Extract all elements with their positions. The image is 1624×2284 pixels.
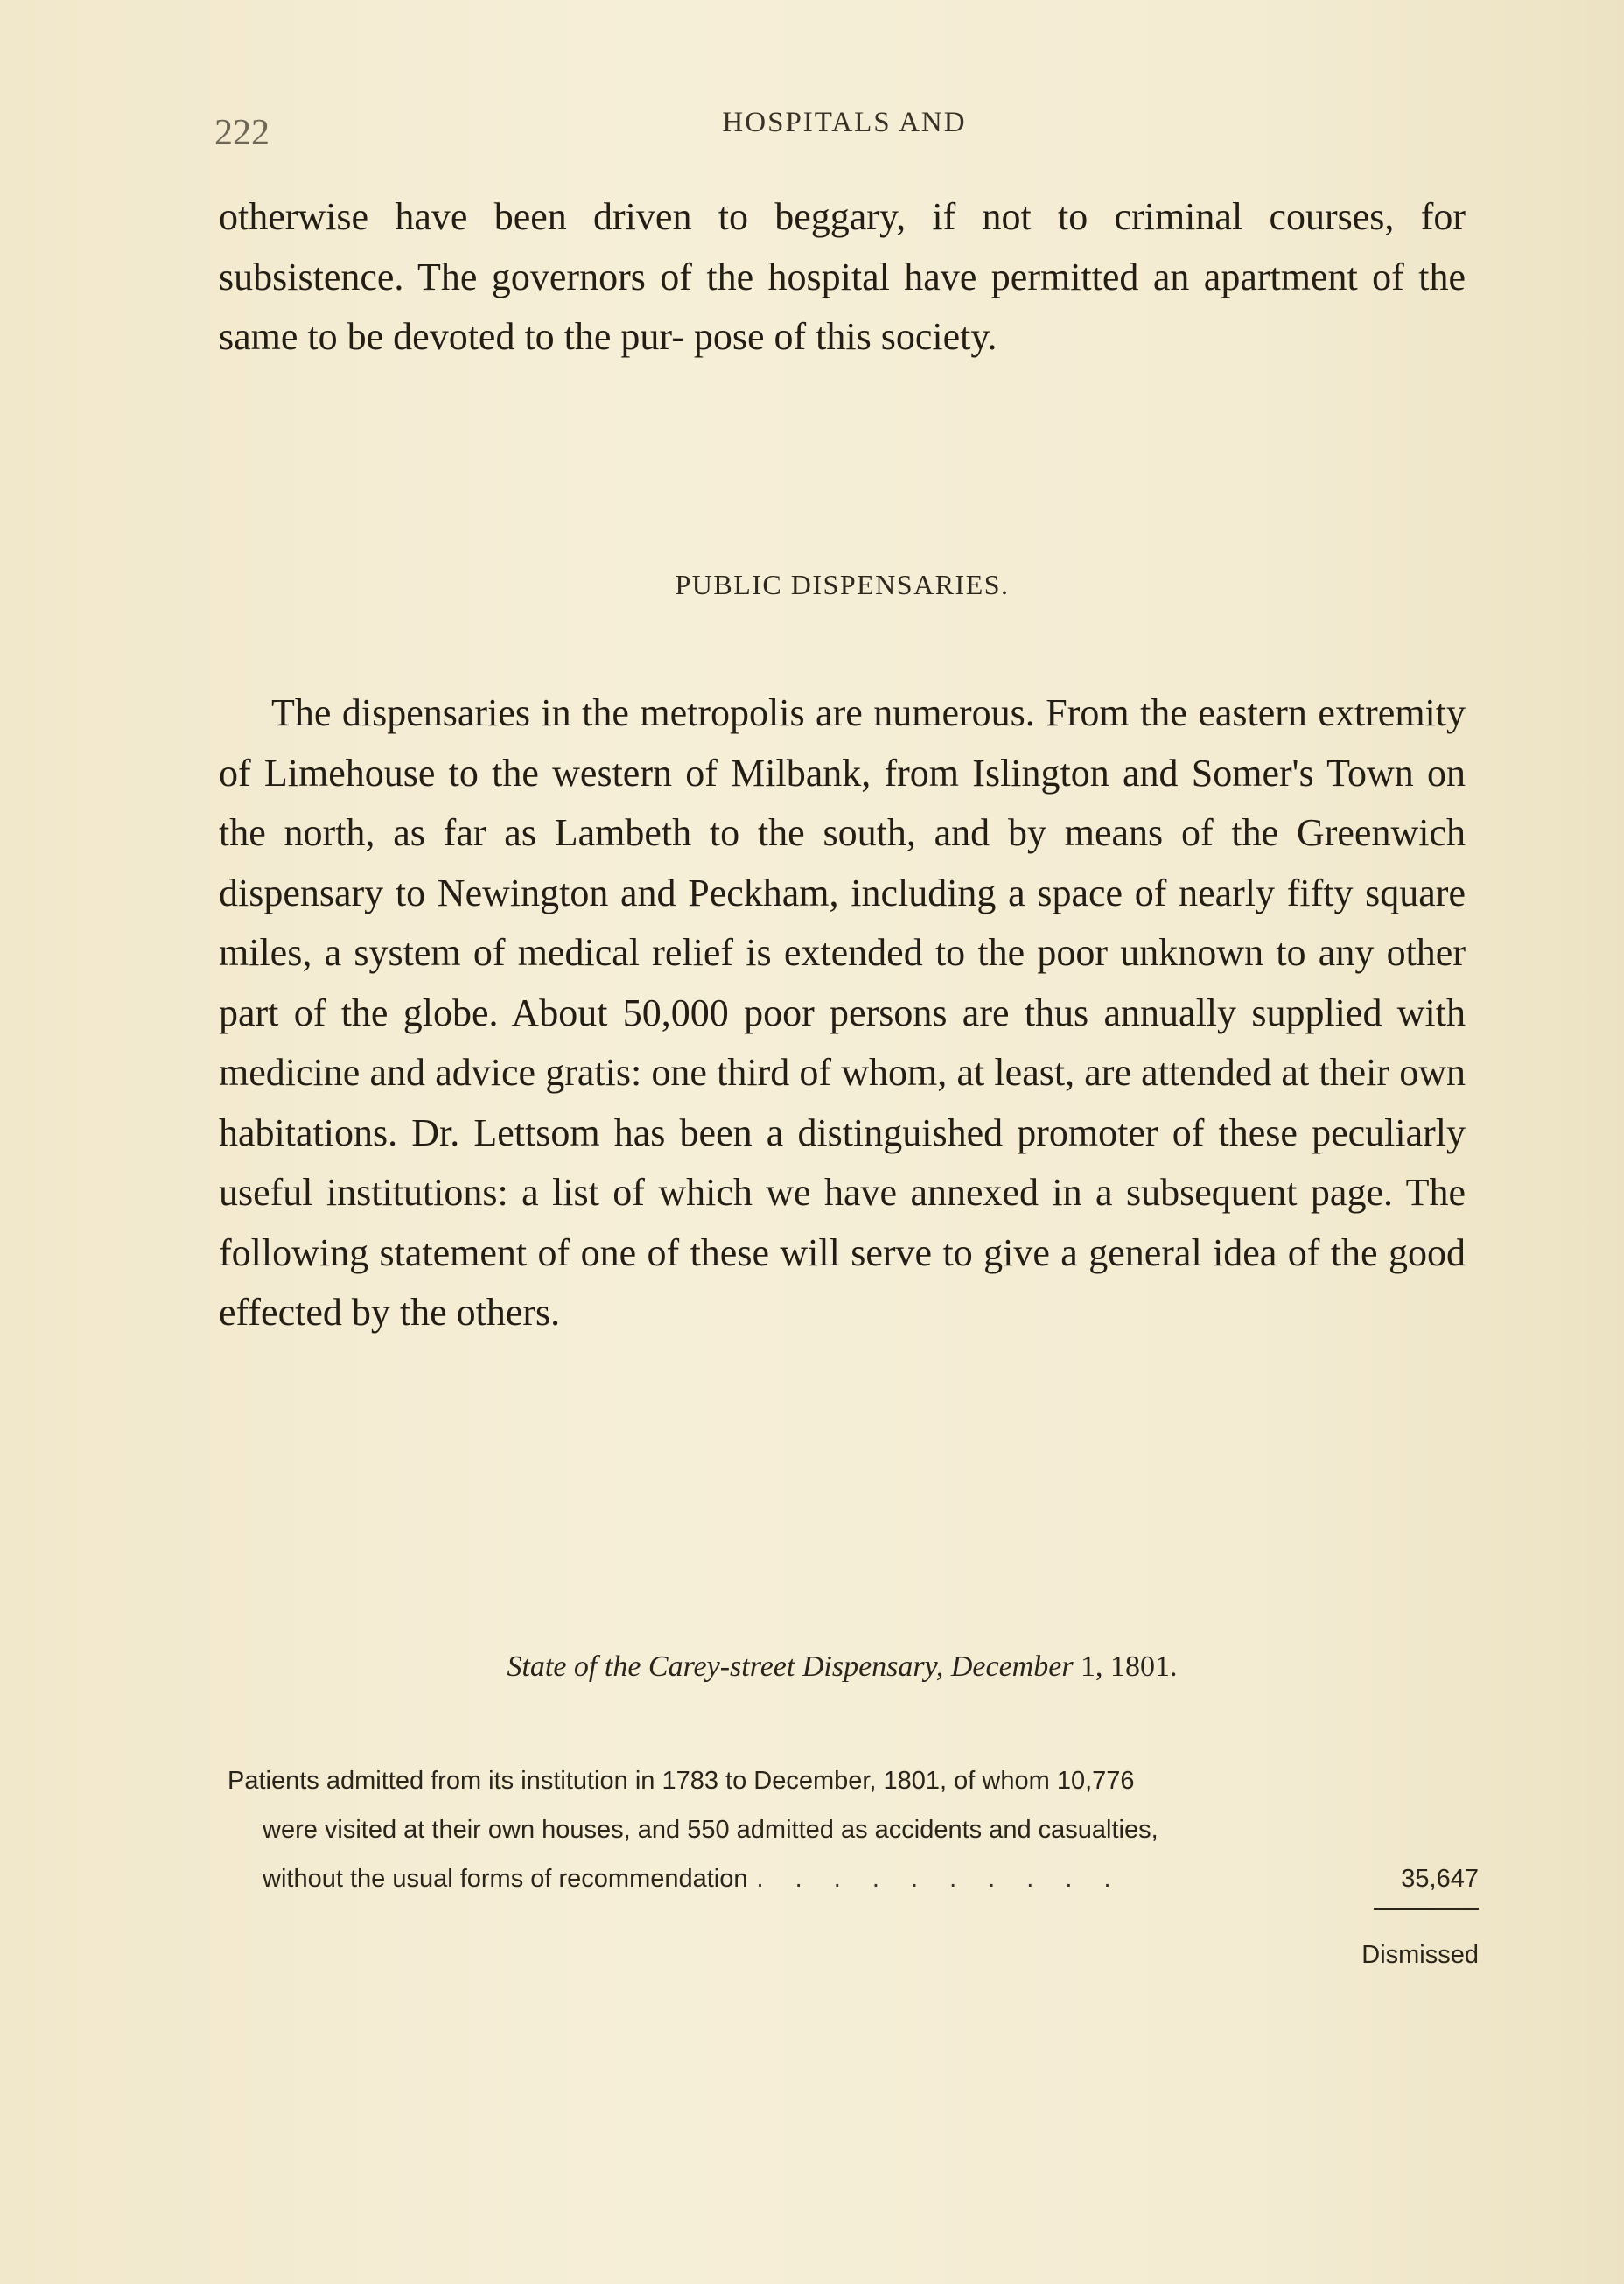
- table-title-date: 1, 1801.: [1081, 1650, 1178, 1683]
- page-header: [214, 103, 1474, 156]
- table-title-month: December: [950, 1650, 1074, 1683]
- entry-value: 35,647: [1401, 1865, 1479, 1893]
- entry-line-2: were visited at their own houses, and 550 admitted as accidents and casualties,: [262, 1816, 1158, 1844]
- section-heading: PUBLIC DISPENSARIES.: [675, 569, 1010, 600]
- catchword: Dismissed: [1362, 1941, 1479, 1969]
- paragraph-dispensaries: [219, 683, 1466, 1343]
- page-number: 222: [214, 113, 270, 153]
- paragraph-continuation: [219, 187, 1466, 368]
- entry-line-3-text: without the usual forms of recommendation: [262, 1865, 748, 1893]
- sum-rule: [1374, 1908, 1479, 1910]
- entry-line-3: [228, 1854, 1479, 1903]
- running-head: HOSPITALS AND: [722, 107, 967, 138]
- table-title: [219, 1650, 1466, 1684]
- entry-line-1: Patients admitted from its institution in 1783 to December, 1801, of whom 10,776: [228, 1767, 1135, 1795]
- paragraph-2-text: The dispensaries in the metropolis are numerous. From the eastern extremity of Limehouse to the western of Milbank, from Islington and Somer's Town on the north, as far as Lambeth to the south, and by means of the Greenwich dispensary to Newington and Peckham, including a space of nearly fifty square miles, a system of medical relief is extended to the poor unknown to any other part of the globe. About 50,000 poor persons are thus annually supplied with medicine and advice gratis: one third of whom, at least, are attended at their own habitations. Dr. Lettsom has been a distinguished promoter of these peculiarly useful institutions: a list of which we have annexed in a subsequent page. The following statement of one of these will serve to give a general idea of the good effected by the others.: [219, 691, 1466, 1334]
- leader-dots: . . . . . . . . . .: [756, 1865, 1124, 1893]
- table-entry: [228, 1756, 1479, 1903]
- paragraph-1-text: otherwise have been driven to beggary, if not to criminal courses, for subsistence. The governors of the hospital have permitted an apartment of the same to be devoted to the pur- pose of this society.: [219, 195, 1466, 358]
- table-title-name: State of the Carey-street Dispensary,: [507, 1650, 944, 1683]
